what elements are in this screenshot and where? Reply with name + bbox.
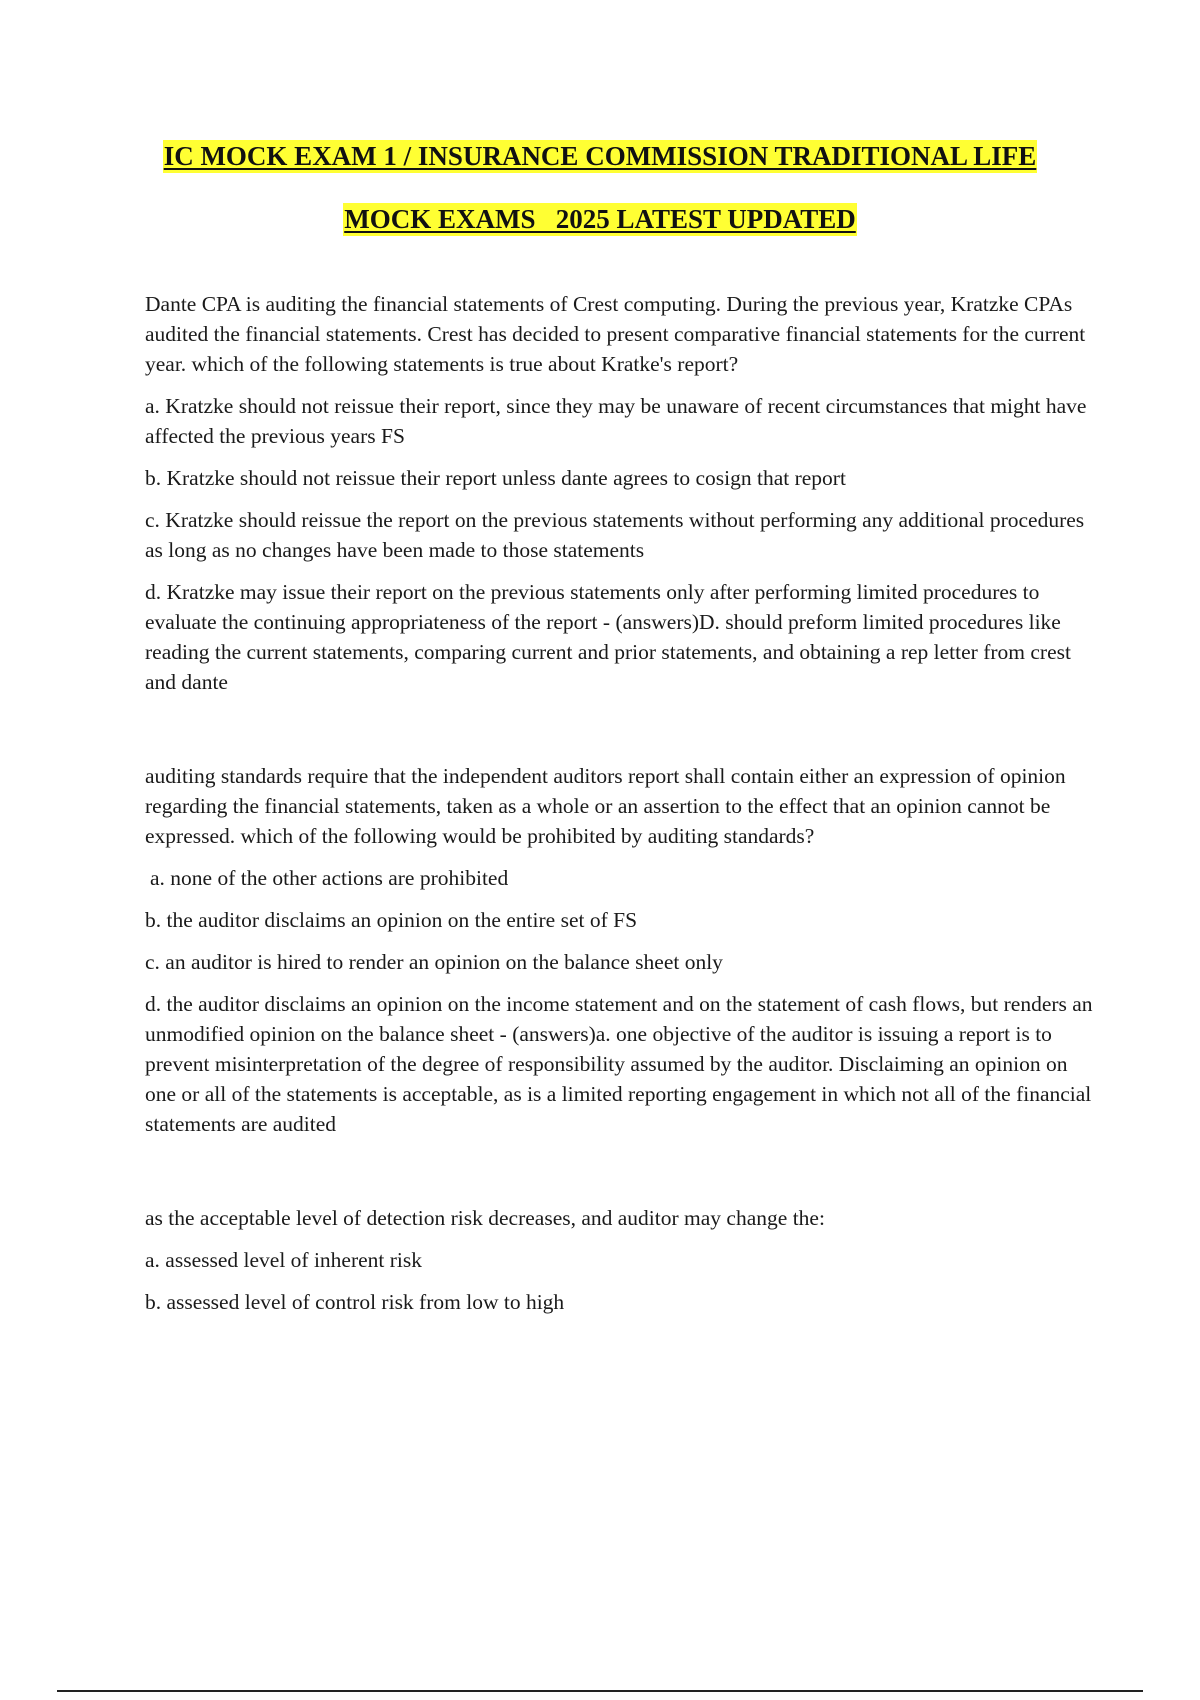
answer-option: c. an auditor is hired to render an opinion on the balance sheet only [145, 950, 723, 974]
document-body [145, 289, 1095, 1329]
answer-option: a. assessed level of inherent risk [145, 1248, 423, 1272]
answer-option: b. Kratzke should not reissue their report unless dante agrees to cosign that report [145, 466, 846, 490]
question-block-3 [145, 1203, 1095, 1317]
question-text: Dante CPA is auditing the financial statements of Crest computing. During the previous year, Kratzke CPAs audited the financial statements. Crest has decided to present comparative financial statements for the current year. which of the following statements is true about Kratke's report? [145, 292, 1086, 376]
question-spacer [145, 1151, 1095, 1203]
question-spacer [145, 709, 1095, 761]
title-line-2: MOCK EXAMS 2025 LATEST UPDATED [344, 204, 856, 234]
answer-option: b. the auditor disclaims an opinion on the entire set of FS [145, 908, 638, 932]
title-line-1: IC MOCK EXAM 1 / INSURANCE COMMISSION TRADITIONAL LIFE [163, 141, 1037, 171]
answer-option: b. assessed level of control risk from low to high [145, 1290, 565, 1314]
answer-option: a. Kratzke should not reissue their report, since they may be unaware of recent circumstances that might have affected the previous years FS [145, 394, 1087, 448]
question-text: auditing standards require that the independent auditors report shall contain either an expression of opinion regarding the financial statements, taken as a whole or an assertion to the effect that an opinion cannot be expressed. which of the following would be prohibited by auditing standards? [145, 764, 1066, 848]
footer-divider [57, 1690, 1143, 1692]
question-block-1 [145, 289, 1095, 697]
answer-option-with-answer: d. the auditor disclaims an opinion on the income statement and on the statement of cash flows, but renders an unmodified opinion on the balance sheet - (answers)a. one objective of the auditor is issuing a report is to prevent misinterpretation of the degree of responsibility assumed by the auditor. Disclaiming an opinion on one or all of the statements is acceptable, as is a limited reporting engagement in which not all of the financial statements are audited [145, 992, 1093, 1136]
question-block-2 [145, 761, 1095, 1139]
question-text: as the acceptable level of detection risk decreases, and auditor may change the: [145, 1206, 825, 1230]
answer-option: a. none of the other actions are prohibited [150, 866, 509, 890]
answer-option: c. Kratzke should reissue the report on the previous statements without performing any additional procedures as long as no changes have been made to those statements [145, 508, 1085, 562]
document-title [0, 140, 1200, 236]
answer-option-with-answer: d. Kratzke may issue their report on the previous statements only after performing limited procedures to evaluate the continuing appropriateness of the report - (answers)D. should preform limited procedures like reading the current statements, comparing current and prior statements, and obtaining a rep letter from crest and dante [145, 580, 1071, 694]
